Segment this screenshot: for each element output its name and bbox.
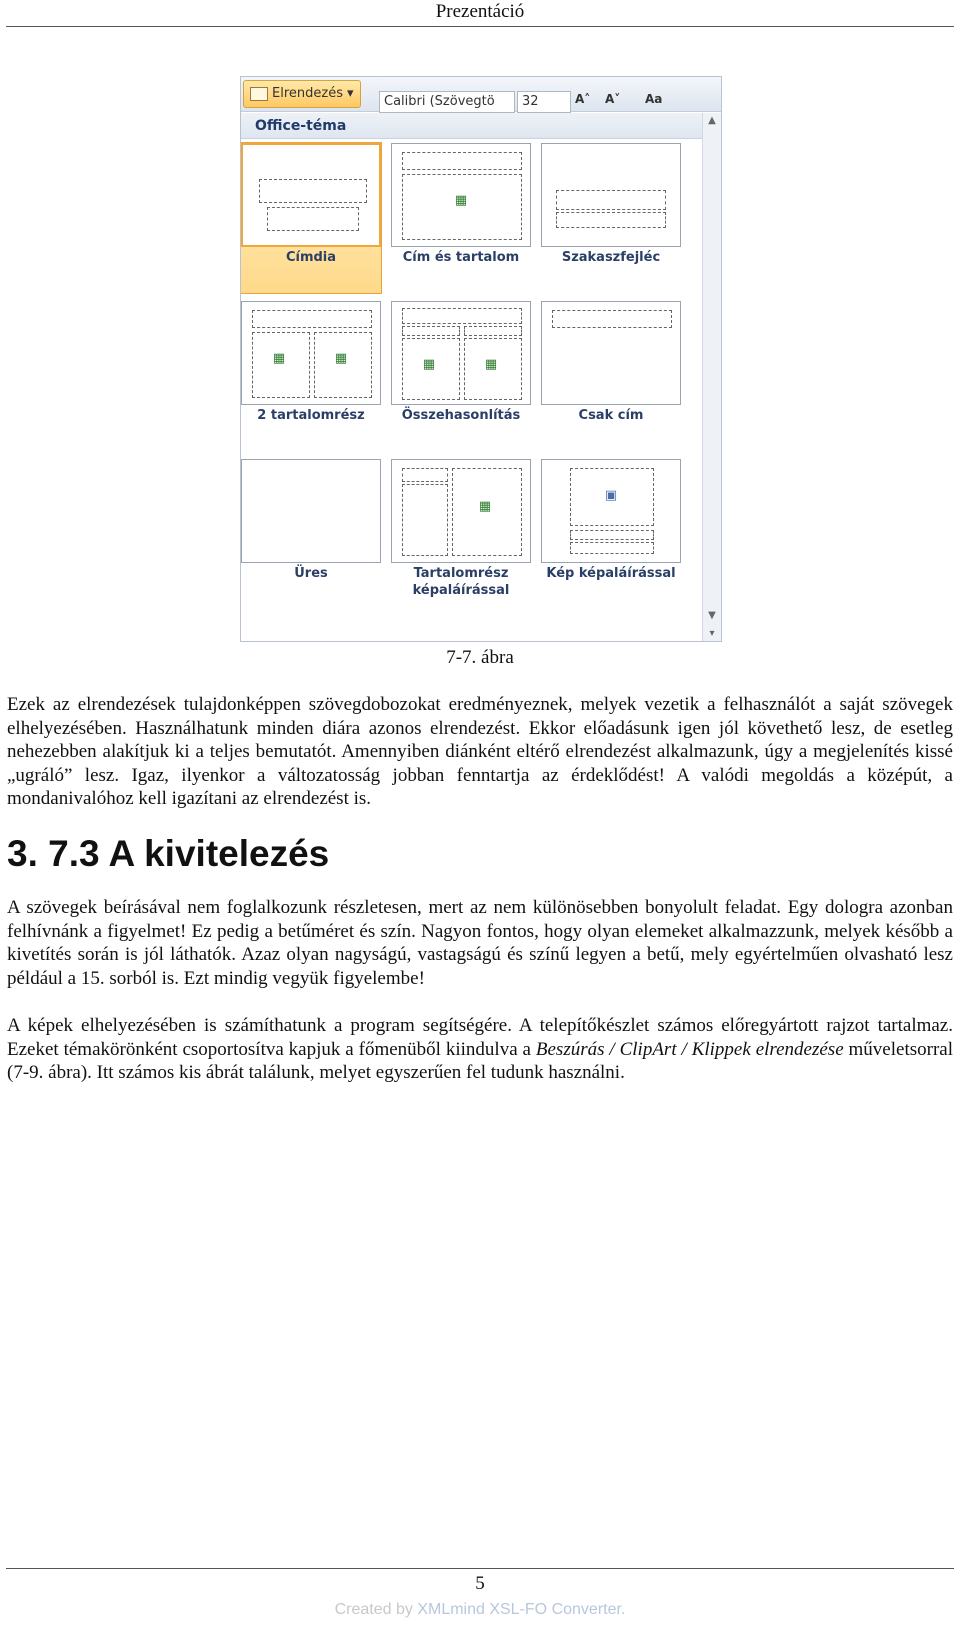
layout-thumbnail [541, 459, 681, 563]
expand-gallery-icon[interactable]: ▾ [709, 628, 715, 639]
layout-dropdown-button[interactable] [243, 80, 361, 108]
header-title: Prezentáció [435, 1, 525, 22]
font-size-select[interactable] [517, 91, 571, 113]
content-icons-icon: ▦ [478, 499, 492, 514]
layout-thumbnail [391, 459, 531, 563]
layout-thumbnail [391, 301, 531, 405]
layout-tile-label: Szakaszfejléc [561, 250, 661, 265]
title-placeholder [402, 308, 522, 324]
layout-tile-comparison[interactable] [391, 301, 531, 451]
layout-thumbnail [241, 301, 381, 405]
title-placeholder [570, 530, 654, 540]
layout-tile-blank[interactable] [241, 459, 381, 609]
clear-format-icon[interactable]: Aa [645, 92, 663, 106]
theme-section-header [241, 113, 703, 139]
title-placeholder [402, 152, 522, 170]
text-placeholder [570, 542, 654, 554]
page-header [6, 0, 954, 27]
content-icons-icon: ▦ [334, 351, 348, 366]
font-size-value: 32 [522, 94, 539, 109]
layout-tile-label: Csak cím [578, 408, 644, 423]
layout-tile-title-slide[interactable] [241, 143, 381, 293]
paragraph-images [7, 1014, 953, 1085]
title-placeholder [259, 179, 367, 203]
font-name-value: Calibri (Szövegtö [384, 94, 495, 109]
layout-tile-label: Címdia [285, 250, 337, 265]
layout-gallery-screenshot [240, 76, 722, 642]
layout-tile-content-caption[interactable] [391, 459, 531, 609]
heading-placeholder [402, 326, 460, 336]
picture-icon: ▣ [604, 488, 618, 503]
font-name-select[interactable] [379, 91, 515, 113]
footer-divider [6, 1568, 954, 1569]
layout-thumbnail [541, 301, 681, 405]
layout-tile-label: Üres [294, 566, 328, 581]
text-placeholder [556, 212, 666, 228]
paragraph-layouts: Ezek az elrendezések tulajdonképpen szövegdobozokat eredményeznek, melyek vezetik a felhasználót a saját szövegek elhelyezésében. Használhatunk minden diára azonos elrendezést. Ekkor előadásunk igen jól követhető lesz, de esetleg nehezebben alakítjuk ki a teljes bemutatót. Amennyiben diánként eltérő elrendezést alkalmazunk, úgy a megjelenítés kissé „ugráló” lesz. Igaz, ilyenkor a változatosság jobban fenntartja az érdeklődést! A valódi megoldás a középút, a mondanivalóhoz kell igazítani az elrendezést is. [7, 694, 953, 809]
paragraph-text-entry: A szövegek beírásával nem foglalkozunk részletesen, mert az nem különösebben bonyolult feladat. Egy dologra azonban felhívnánk a figyelmet! Ez pedig a betűméret és szín. Nagyon fontos, hogy olyan elemeket alkalmazzunk, melyek később a kivetítés során is jól láthatók. Azaz olyan nagyságú, vastagságú és színű legyen a betű, mely egyértelműen olvasható lesz például a 15. sorból is. Ezt mindig vegyük figyelembe! [7, 897, 953, 989]
layout-thumbnail [541, 143, 681, 247]
figure-caption: 7-7. ábra [446, 647, 514, 668]
shrink-font-icon[interactable]: A˅ [605, 92, 621, 106]
layout-tile-section-header[interactable] [541, 143, 681, 293]
layout-thumbnail [241, 143, 381, 247]
content-icons-icon: ▦ [454, 193, 468, 208]
heading-placeholder [464, 326, 522, 336]
layout-tile-picture-caption[interactable] [541, 459, 681, 609]
layout-tile-label: Összehasonlítás [401, 408, 521, 423]
content-icons-icon: ▦ [272, 351, 286, 366]
layout-icon [250, 87, 268, 101]
credit-brand-link[interactable]: XMLmind XSL-FO Converter. [417, 1601, 626, 1618]
credit-prefix: Created by [334, 1601, 418, 1618]
layout-thumbnail [391, 143, 531, 247]
paragraph-images-end: műveletsorral (7-9. ábra). Itt számos kis ábrát találunk, melyet egyszerűen fel tudunk használni. [7, 1038, 953, 1083]
scroll-up-icon[interactable]: ▲ [708, 115, 716, 126]
content-icons-icon: ▦ [484, 357, 498, 372]
layout-tile-title-only[interactable] [541, 301, 681, 451]
text-placeholder [402, 484, 448, 556]
theme-label: Office-téma [255, 118, 347, 134]
page-number: 5 [475, 1573, 485, 1594]
layout-tile-label: Kép képaláírással [546, 566, 676, 581]
grow-font-icon[interactable]: A˄ [575, 92, 591, 106]
title-placeholder [402, 468, 448, 482]
title-placeholder [552, 310, 672, 328]
content-icons-icon: ▦ [422, 357, 436, 372]
layout-tile-label: Tartalomrész képaláírással [412, 566, 510, 598]
paragraph-images-start: A képek elhelyezésében is számíthatunk a program segítségére. A telepítőkészlet számos előregyártott rajzot tartalmaz. Ezeket témakörönként csoportosítva kapjuk a főmenüből kiindulva a [7, 1015, 953, 1060]
ribbon-toolbar [241, 77, 721, 112]
title-placeholder [556, 190, 666, 210]
section-heading: 3. 7.3 A kivitelezés [7, 833, 330, 874]
gallery-scrollbar[interactable] [702, 113, 721, 641]
menu-path: Beszúrás / ClipArt / Klippek elrendezése [535, 1038, 844, 1060]
layout-tile-title-content[interactable] [391, 143, 531, 293]
layout-tile-label: Cím és tartalom [402, 250, 520, 265]
title-placeholder [252, 310, 372, 328]
layout-thumbnail [241, 459, 381, 563]
layout-tile-two-content[interactable] [241, 301, 381, 451]
scroll-down-icon[interactable]: ▼ [708, 610, 716, 621]
subtitle-placeholder [267, 207, 359, 231]
generator-credit [0, 1600, 960, 1620]
chevron-down-icon: ▾ [346, 86, 354, 101]
layout-button-label: Elrendezés [272, 86, 343, 101]
layout-tile-label: 2 tartalomrész [257, 408, 365, 423]
